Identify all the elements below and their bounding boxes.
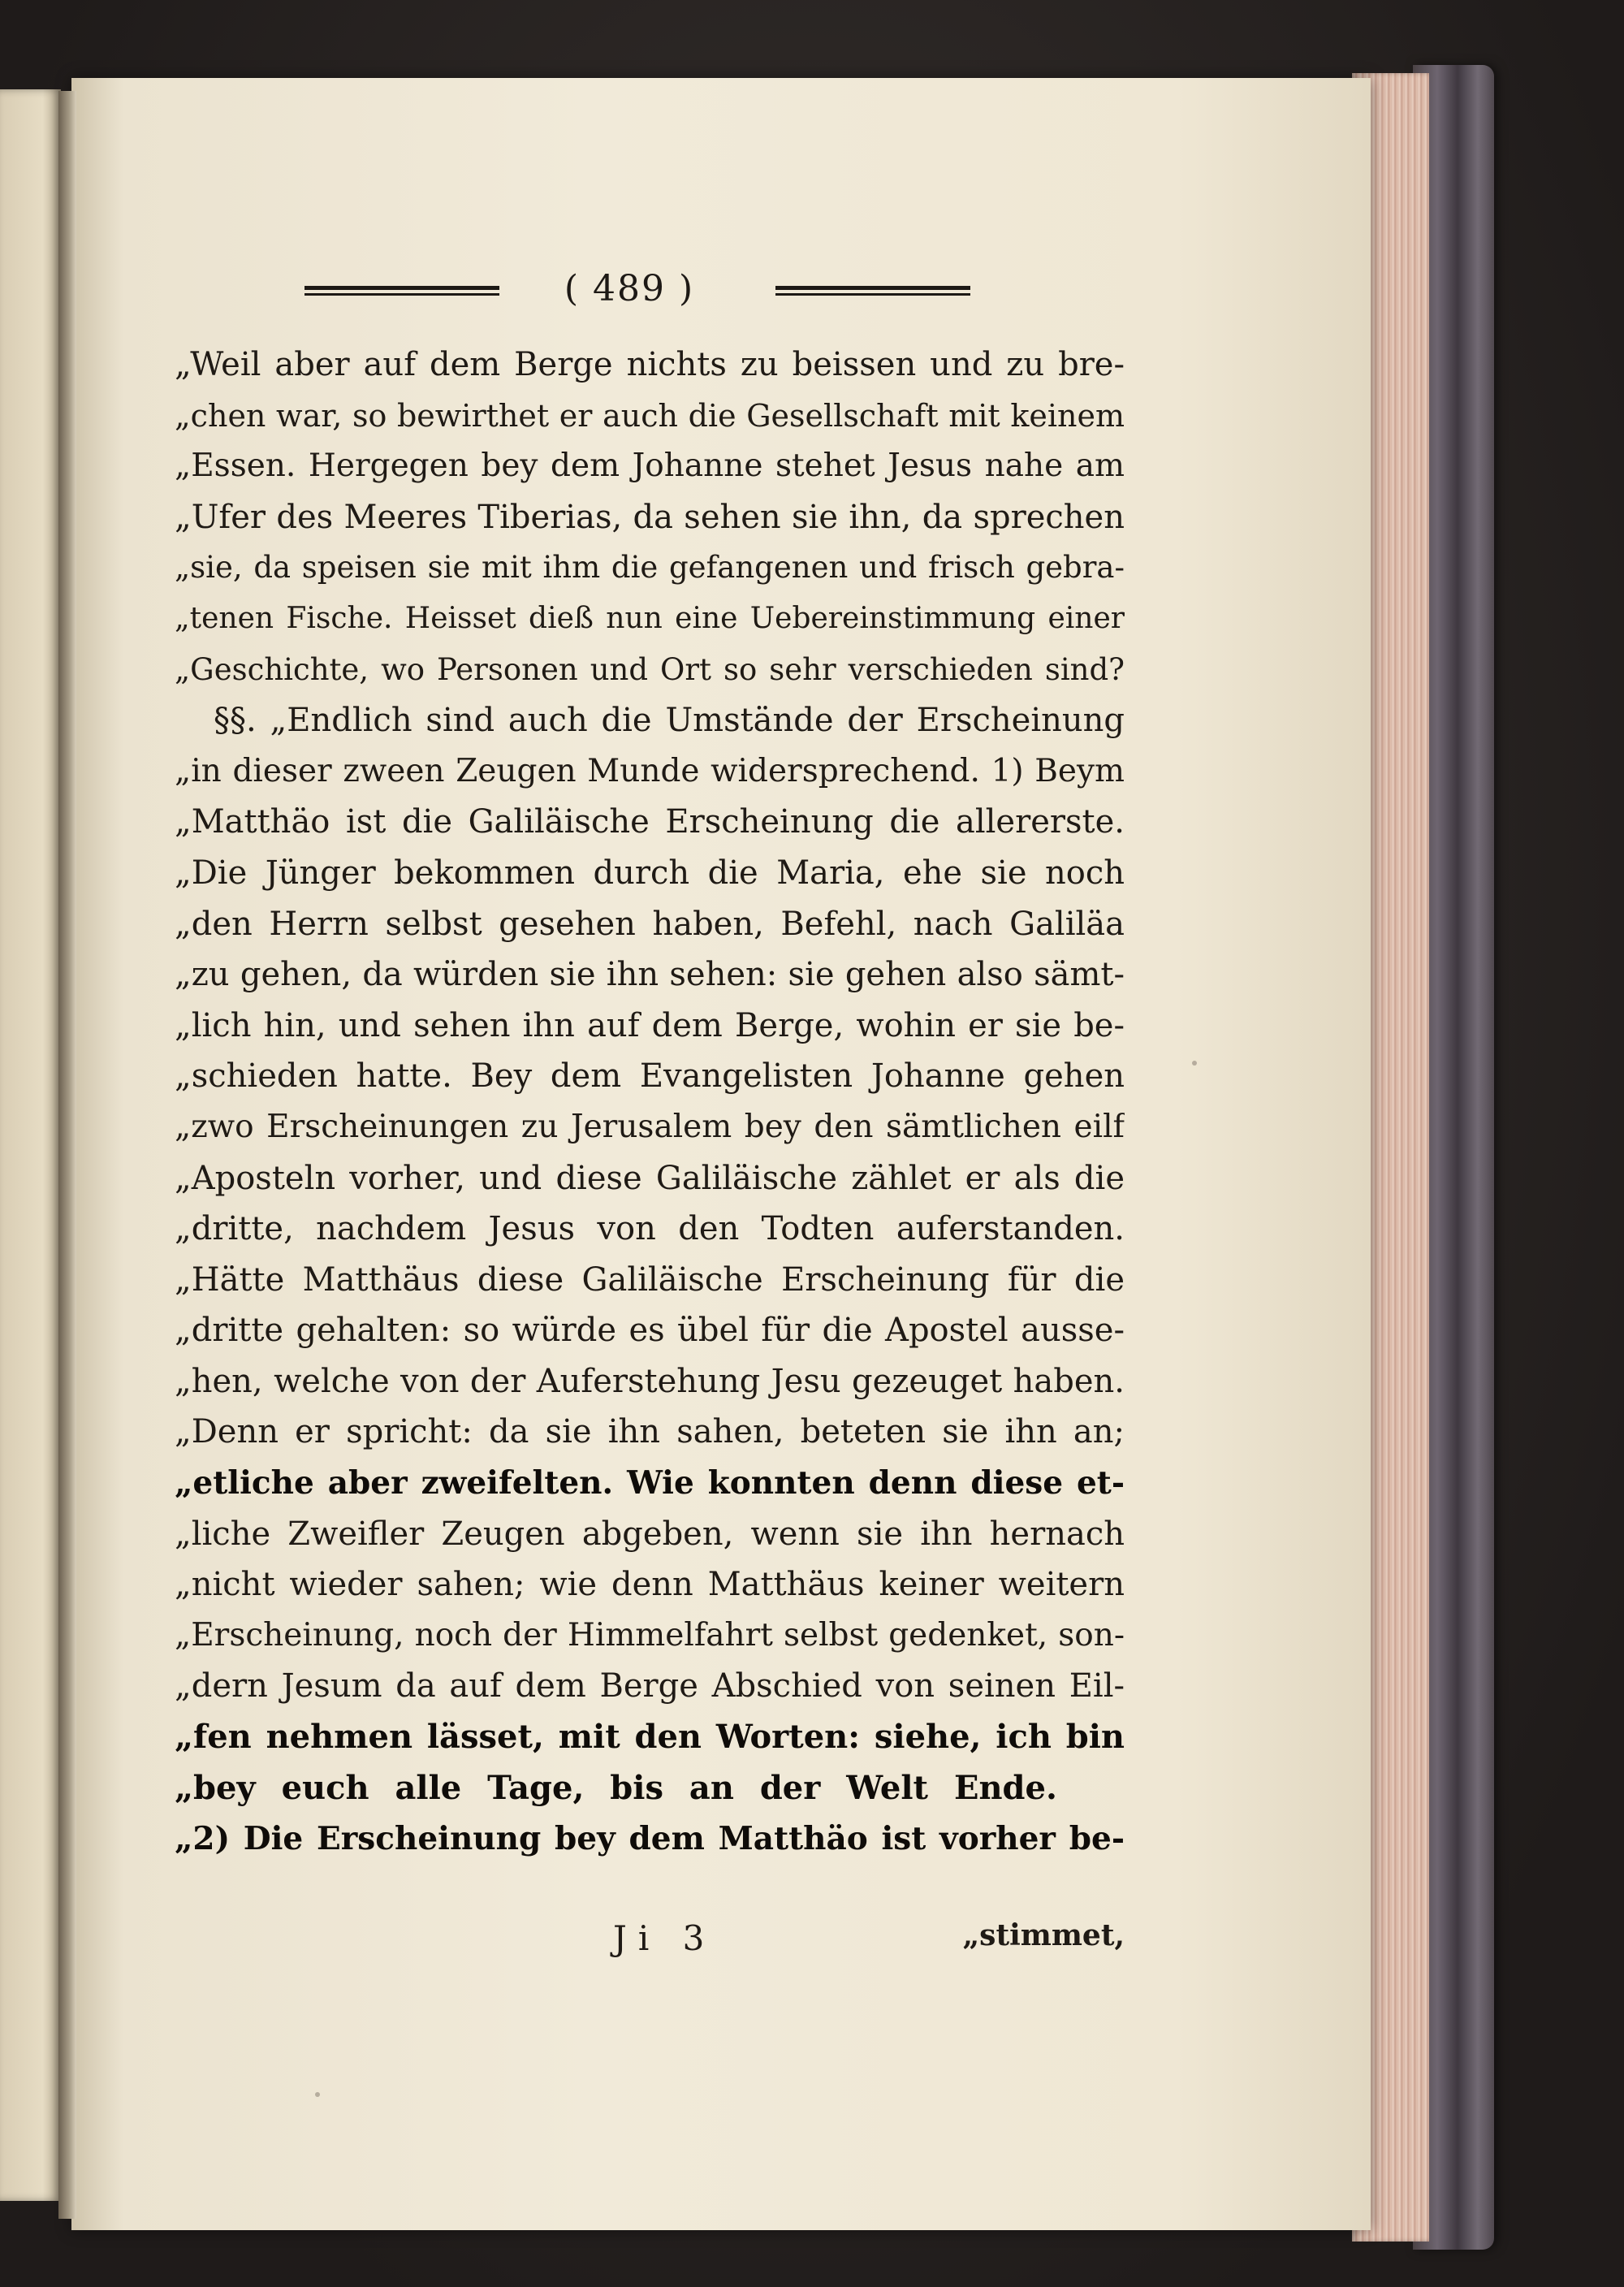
header-rule-left bbox=[304, 286, 499, 296]
text-line: „Matthäo ist die Galiläische Erscheinung die allererste. bbox=[175, 803, 1125, 841]
text-line: „sie, da speisen sie mit ihm die gefangenen und frisch gebra- bbox=[175, 550, 1125, 586]
text-line: „bey euch alle Tage, bis an der Welt Ende. bbox=[175, 1768, 1057, 1807]
text-line: „fen nehmen lässet, mit den Worten: siehe, ich bin bbox=[175, 1718, 1125, 1757]
book-gutter bbox=[58, 91, 76, 2219]
paper-speck bbox=[315, 2092, 320, 2097]
text-line: „dern Jesum da auf dem Berge Abschied von seinen Eil- bbox=[175, 1667, 1125, 1706]
page-header bbox=[219, 268, 999, 317]
text-line: „liche Zweifler Zeugen abgeben, wenn sie ihn hernach bbox=[175, 1515, 1125, 1553]
text-line: „Ufer des Meeres Tiberias, da sehen sie ihn, da sprechen bbox=[175, 498, 1125, 536]
text-line: „Erscheinung, noch der Himmelfahrt selbst gedenket, son- bbox=[175, 1616, 1125, 1654]
text-line: „tenen Fische. Heisset dieß nun eine Uebereinstimmung einer bbox=[175, 601, 1125, 635]
text-line: „Aposteln vorher, und diese Galiläische zählet er als die bbox=[175, 1159, 1125, 1197]
header-rule-right bbox=[775, 286, 970, 296]
text-line: „dritte, nachdem Jesus von den Todten auferstanden. bbox=[175, 1210, 1125, 1248]
text-line: „2) Die Erscheinung bey dem Matthäo ist vorher be- bbox=[175, 1820, 1125, 1858]
text-line: „hen, welche von der Auferstehung Jesu gezeuget haben. bbox=[175, 1362, 1125, 1400]
page-number: ( 489 ) bbox=[564, 268, 695, 309]
text-line: „chen war, so bewirthet er auch die Gesellschaft mit keinem bbox=[175, 397, 1125, 434]
text-line: „Die Jünger bekommen durch die Maria, ehe sie noch bbox=[175, 854, 1125, 892]
page-footer bbox=[175, 1918, 1125, 1967]
text-line: „Geschichte, wo Personen und Ort so sehr verschieden sind? bbox=[175, 651, 1125, 687]
facing-page-edge bbox=[0, 89, 61, 2201]
text-line: „zu gehen, da würden sie ihn sehen: sie gehen also sämt- bbox=[175, 956, 1125, 994]
text-line: „zwo Erscheinungen zu Jerusalem bey den sämtlichen eilf bbox=[175, 1108, 1125, 1145]
text-line: „dritte gehalten: so würde es übel für die Apostel ausse- bbox=[175, 1312, 1125, 1350]
catchword: „stimmet, bbox=[962, 1918, 1125, 1952]
text-line: „Hätte Matthäus diese Galiläische Erscheinung für die bbox=[175, 1260, 1125, 1299]
text-line: „Essen. Hergegen bey dem Johanne stehet Jesus nahe am bbox=[175, 447, 1125, 485]
paper-speck bbox=[1192, 1061, 1197, 1066]
text-line: „etliche aber zweifelten. Wie konnten denn diese et- bbox=[175, 1464, 1125, 1502]
body-text bbox=[175, 339, 1125, 1865]
text-line: „lich hin, und sehen ihn auf dem Berge, wohin er sie be- bbox=[175, 1006, 1125, 1044]
text-line: „den Herrn selbst gesehen haben, Befehl, nach Galiläa bbox=[175, 905, 1125, 943]
text-line: „in dieser zween Zeugen Munde widersprechend. 1) Beym bbox=[175, 752, 1125, 789]
paragraph-start-line: §§. „Endlich sind auch die Umstände der Erscheinung bbox=[214, 702, 1125, 740]
text-line: „nicht wieder sahen; wie denn Matthäus keiner weitern bbox=[175, 1566, 1125, 1604]
text-line: „schieden hatte. Bey dem Evangelisten Johanne gehen bbox=[175, 1057, 1125, 1096]
signature-mark: Ji 3 bbox=[613, 1918, 716, 1958]
text-line: „Weil aber auf dem Berge nichts zu beissen und zu bre- bbox=[175, 346, 1125, 383]
text-line: „Denn er spricht: da sie ihn sahen, beteten sie ihn an; bbox=[175, 1413, 1125, 1451]
